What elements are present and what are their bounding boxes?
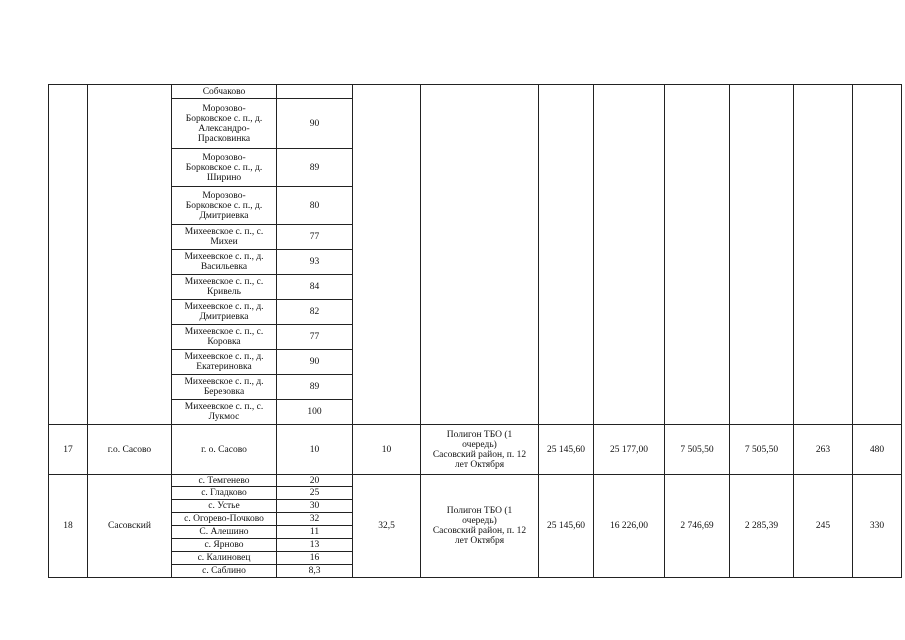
c1-cell bbox=[539, 85, 594, 425]
c5-cell bbox=[794, 85, 853, 425]
facility-cell-line: Сасовский район, п. 12 bbox=[432, 526, 527, 536]
settlement-cell-line: Михеевское с. п., д. bbox=[184, 352, 264, 362]
row-number: 18 bbox=[49, 475, 88, 578]
value-cell: 89 bbox=[277, 375, 353, 400]
facility-cell bbox=[421, 475, 539, 578]
facility-cell bbox=[421, 425, 539, 475]
settlement-cell: с. Огорево-Почково bbox=[172, 513, 277, 526]
table-row bbox=[49, 475, 902, 487]
c1-cell: 25 145,60 bbox=[539, 425, 594, 475]
settlement-cell-line: Михеевское с. п., с. bbox=[184, 227, 264, 237]
settlement-cell: с. Устье bbox=[172, 500, 277, 513]
settlement-cell-line: Борковское с. п., д. bbox=[185, 200, 263, 211]
settlement-cell-line: Михеевское с. п., с. bbox=[184, 277, 264, 287]
value-cell: 20 bbox=[277, 475, 353, 487]
c4-cell: 2 285,39 bbox=[730, 475, 794, 578]
settlement-cell-line: Александро- bbox=[198, 123, 250, 134]
value-cell: 10 bbox=[277, 425, 353, 475]
value-cell: 25 bbox=[277, 487, 353, 500]
num-cell bbox=[49, 85, 88, 425]
settlement-cell-line: Кривель bbox=[207, 287, 241, 297]
settlement-cell bbox=[172, 325, 277, 350]
c6-cell: 480 bbox=[853, 425, 902, 475]
settlement-cell-line: Коровка bbox=[207, 337, 241, 347]
settlement-cell-line: Михеевское с. п., д. bbox=[184, 377, 264, 387]
value-cell: 77 bbox=[277, 325, 353, 350]
settlement-cell bbox=[172, 375, 277, 400]
table-row bbox=[49, 425, 902, 475]
settlement-cell: с. Ярново bbox=[172, 539, 277, 552]
facility-cell-line: очередь) bbox=[462, 439, 497, 450]
facility-cell-line: Полигон ТБО (1 bbox=[446, 506, 513, 516]
value-cell: 82 bbox=[277, 300, 353, 325]
value-cell: 93 bbox=[277, 250, 353, 275]
settlement-cell-line: Морозово- bbox=[202, 190, 246, 201]
settlement-cell-line: Михеевское с. п., д. bbox=[184, 252, 264, 262]
settlement-cell bbox=[172, 149, 277, 187]
c3-cell bbox=[665, 85, 730, 425]
facility-cell-line: лет Октября bbox=[454, 536, 505, 546]
value-cell: 89 bbox=[277, 149, 353, 187]
settlement-cell-line: Борковское с. п., д. bbox=[185, 162, 263, 173]
settlement-cell: с. Темгенево bbox=[172, 475, 277, 487]
settlement-cell-line: Борковское с. п., д. bbox=[185, 113, 263, 124]
c4-cell bbox=[730, 85, 794, 425]
row-number: 17 bbox=[49, 425, 88, 475]
settlement-cell bbox=[172, 350, 277, 375]
settlement-cell bbox=[172, 187, 277, 225]
value-cell: 90 bbox=[277, 350, 353, 375]
settlement-cell-line: Дмитриевка bbox=[199, 210, 249, 221]
facility-cell-line: лет Октября bbox=[454, 459, 505, 470]
district-name: г.о. Сасово bbox=[88, 425, 172, 475]
distance-table bbox=[48, 84, 902, 578]
settlement-cell-line: Дмитриевка bbox=[199, 312, 249, 322]
settlement-cell: с. Калиновец bbox=[172, 552, 277, 565]
facility-cell bbox=[421, 85, 539, 425]
settlement-cell: С. Алешино bbox=[172, 526, 277, 539]
settlement-cell-line: Екатериновка bbox=[196, 362, 252, 372]
c6-cell bbox=[853, 85, 902, 425]
settlement-cell-line: Морозово- bbox=[202, 152, 246, 163]
table-row bbox=[49, 85, 902, 99]
avg-cell: 32,5 bbox=[353, 475, 421, 578]
value-cell: 11 bbox=[277, 526, 353, 539]
district-name: Сасовский bbox=[88, 475, 172, 578]
value-cell: 100 bbox=[277, 400, 353, 425]
c1-cell: 25 145,60 bbox=[539, 475, 594, 578]
settlement-cell: г. о. Сасово bbox=[172, 425, 277, 475]
c5-cell: 245 bbox=[794, 475, 853, 578]
settlement-cell-line: Михеевское с. п., с. bbox=[184, 402, 264, 412]
district-cell bbox=[88, 85, 172, 425]
settlement-cell-line: Морозово- bbox=[202, 103, 246, 114]
settlement-cell-line: Михеевское с. п., д. bbox=[184, 302, 264, 312]
c3-cell: 7 505,50 bbox=[665, 425, 730, 475]
c2-cell bbox=[594, 85, 665, 425]
value-cell: 80 bbox=[277, 187, 353, 225]
settlement-cell bbox=[172, 85, 277, 99]
settlement-cell-line: Лукмос bbox=[208, 412, 240, 422]
settlement-cell-line: Собчаково bbox=[202, 86, 246, 97]
settlement-cell-line: Прасковинка bbox=[197, 133, 251, 144]
settlement-cell bbox=[172, 400, 277, 425]
value-cell: 77 bbox=[277, 225, 353, 250]
settlement-cell bbox=[172, 250, 277, 275]
value-cell: 13 bbox=[277, 539, 353, 552]
settlement-cell-line: Васильевка bbox=[200, 262, 248, 272]
c4-cell: 7 505,50 bbox=[730, 425, 794, 475]
settlement-cell bbox=[172, 225, 277, 250]
value-cell: 84 bbox=[277, 275, 353, 300]
c2-cell: 16 226,00 bbox=[594, 475, 665, 578]
settlement-cell-line: Ширино bbox=[206, 172, 242, 183]
avg-cell bbox=[353, 85, 421, 425]
value-cell bbox=[277, 85, 353, 99]
settlement-cell: с. Гладково bbox=[172, 487, 277, 500]
settlement-cell: с. Саблино bbox=[172, 565, 277, 578]
settlement-cell-line: Михеи bbox=[210, 237, 238, 247]
c6-cell: 330 bbox=[853, 475, 902, 578]
facility-cell-line: Полигон ТБО (1 bbox=[446, 429, 513, 440]
c2-cell: 25 177,00 bbox=[594, 425, 665, 475]
settlement-cell bbox=[172, 300, 277, 325]
settlement-cell bbox=[172, 275, 277, 300]
value-cell: 90 bbox=[277, 99, 353, 149]
settlement-cell-line: Березовка bbox=[203, 387, 245, 397]
facility-cell-line: очередь) bbox=[462, 516, 497, 526]
c3-cell: 2 746,69 bbox=[665, 475, 730, 578]
settlement-cell-line: Михеевское с. п., с. bbox=[184, 327, 264, 337]
value-cell: 16 bbox=[277, 552, 353, 565]
value-cell: 8,3 bbox=[277, 565, 353, 578]
value-cell: 30 bbox=[277, 500, 353, 513]
facility-cell-line: Сасовский район, п. 12 bbox=[432, 449, 527, 460]
value-cell: 32 bbox=[277, 513, 353, 526]
c5-cell: 263 bbox=[794, 425, 853, 475]
avg-cell: 10 bbox=[353, 425, 421, 475]
settlement-cell bbox=[172, 99, 277, 149]
